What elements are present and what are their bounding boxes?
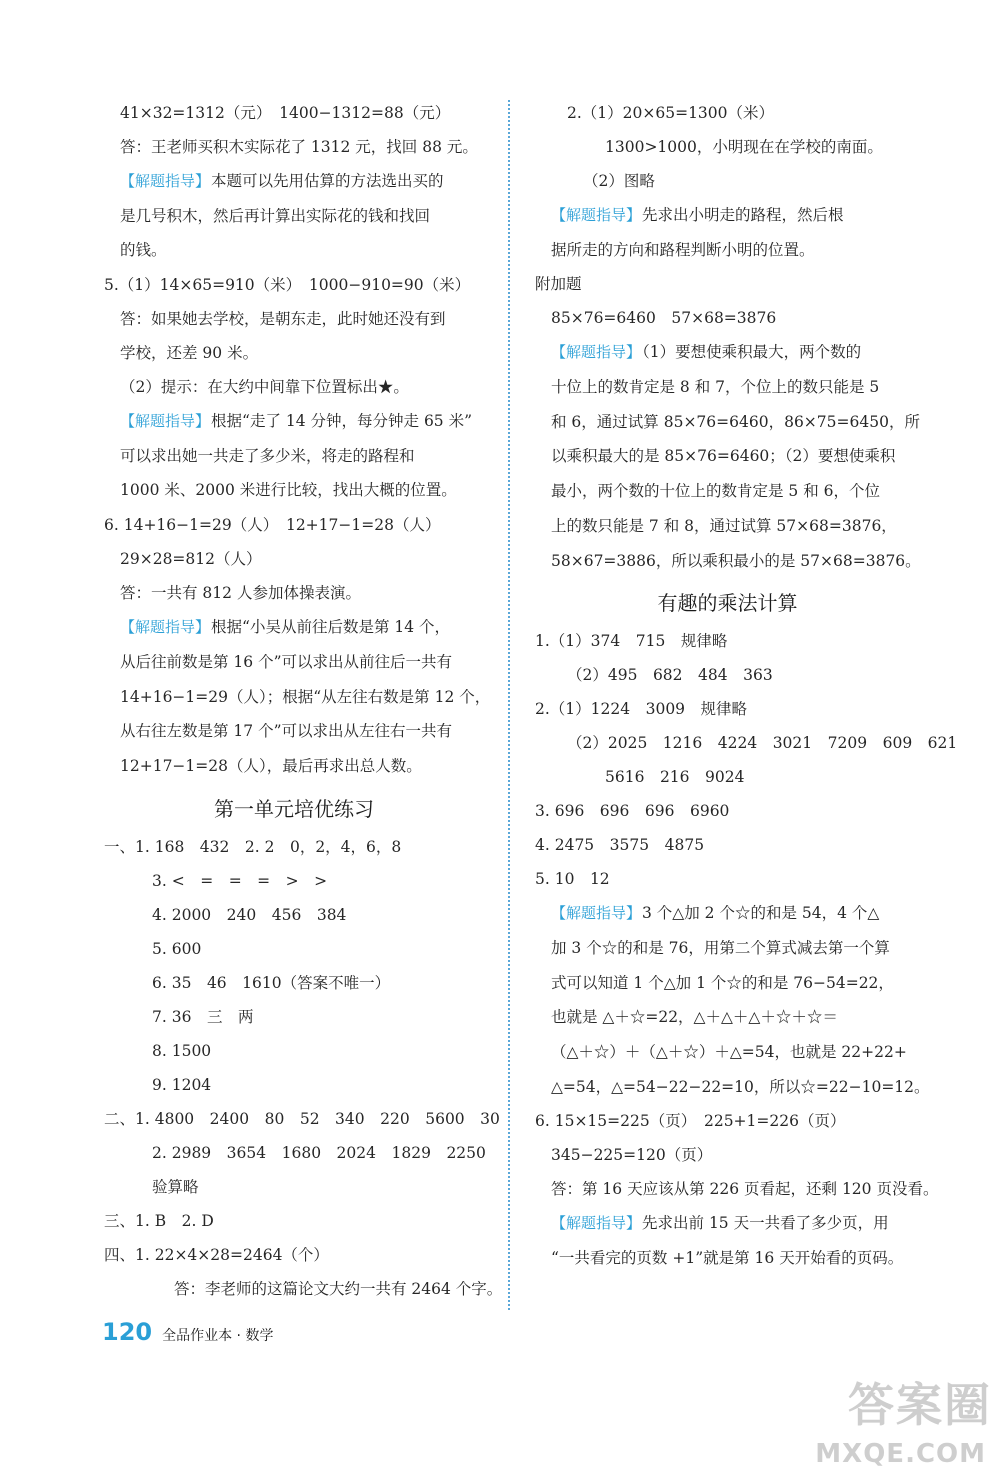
text-line: 4. 2000 240 456 384 bbox=[152, 905, 347, 924]
solution-guide bbox=[535, 198, 920, 267]
hint-line bbox=[104, 164, 484, 199]
text-line: 二、1. 4800 2400 80 52 340 220 5600 30 bbox=[104, 1109, 500, 1128]
text-line: 345−225=120（页） bbox=[551, 1146, 713, 1165]
hint-line bbox=[104, 645, 484, 680]
hint-tag: 【解题指导】 bbox=[120, 412, 211, 431]
answer-block-4 bbox=[104, 96, 484, 164]
text-line: 85×76=6460 57×68=3876 bbox=[551, 309, 777, 328]
text-line: （2）2025 1216 4224 3021 7209 609 621 bbox=[567, 734, 958, 753]
text-line: （2）提示：在大约中间靠下位置标出★。 bbox=[120, 378, 409, 397]
hint-line bbox=[104, 199, 484, 234]
solution-guide bbox=[104, 610, 491, 783]
hint-text: 14+16−1=29（人）；根据“从左往右数是第 12 个， bbox=[120, 687, 491, 706]
page-number: 120 bbox=[102, 1318, 153, 1346]
solution-guide bbox=[535, 335, 920, 578]
hint-text: （△＋☆）＋（△＋☆）＋△=54，也就是 22+22+ bbox=[551, 1042, 907, 1061]
hint-text: 以乘积最大的是 85×76=6460；（2）要想使乘积 bbox=[551, 447, 896, 466]
hint-text: 1000 米、2000 米进行比较，找出大概的位置。 bbox=[120, 481, 457, 500]
text-line: 答：如果她去学校，是朝东走，此时她还没有到 bbox=[120, 310, 446, 329]
page-footer bbox=[102, 1318, 273, 1346]
text-line: 41×32=1312（元） 1400−1312=88（元） bbox=[120, 104, 451, 122]
hint-tag: 【解题指导】 bbox=[120, 618, 211, 637]
hint-text: 可以求出她一共走了多少米，将走的路程和 bbox=[120, 446, 415, 465]
text-line: 9. 1204 bbox=[152, 1075, 212, 1094]
text-line: 1.（1）374 715 规律略 bbox=[535, 632, 728, 651]
hint-text: 十位上的数肯定是 8 和 7，个位上的数只能是 5 bbox=[551, 378, 880, 397]
watermark-url: MXQE.COM bbox=[815, 1439, 986, 1469]
text-line: 5616 216 9024 bbox=[605, 768, 745, 787]
solution-guide bbox=[104, 164, 484, 268]
hint-text: 据所走的方向和路程判断小明的位置。 bbox=[551, 240, 815, 259]
hint-tag: 【解题指导】 bbox=[551, 1214, 642, 1233]
answer-block-2 bbox=[535, 96, 920, 198]
hint-line bbox=[535, 1000, 920, 1035]
text-line: （2）图略 bbox=[583, 172, 655, 190]
text-line: 四、1. 22×4×28=2464（个） bbox=[104, 1245, 329, 1264]
section-title: 有趣的乘法计算 bbox=[657, 591, 798, 616]
hint-line bbox=[104, 473, 484, 508]
hint-line bbox=[535, 335, 920, 370]
text-line: 附加题 bbox=[535, 275, 582, 294]
hint-tag: 【解题指导】 bbox=[120, 172, 211, 190]
answer-block-6 bbox=[104, 508, 484, 610]
hint-text: 上的数只能是 7 和 8，通过试算 57×68=3876， bbox=[551, 516, 897, 535]
hint-text: 先求出小明走的路程，然后根 bbox=[642, 206, 844, 224]
hint-text: 和 6，通过试算 85×76=6460，86×75=6450，所 bbox=[551, 412, 920, 431]
hint-line bbox=[104, 680, 491, 715]
hint-text: 加 3 个☆的和是 76，用第二个算式减去第一个算 bbox=[551, 938, 890, 957]
book-name: 全品作业本 · 数学 bbox=[162, 1328, 274, 1344]
hint-tag: 【解题指导】 bbox=[551, 206, 642, 224]
watermark-logo bbox=[812, 1369, 992, 1469]
hint-line bbox=[535, 370, 920, 405]
hint-line bbox=[535, 1035, 920, 1070]
hint-text: 式可以知道 1 个△加 1 个☆的和是 76−54=22， bbox=[551, 973, 894, 992]
text-line: 3. 696 696 696 6960 bbox=[535, 802, 730, 821]
text-line: 8. 1500 bbox=[152, 1041, 212, 1060]
section-title: 第一单元培优练习 bbox=[214, 796, 374, 821]
hint-text: △=54，△=54−22−22=10，所以☆=22−10=12。 bbox=[551, 1077, 930, 1096]
hint-text: 58×67=3886，所以乘积最小的是 57×68=3876。 bbox=[551, 551, 921, 570]
text-line: （2）495 682 484 363 bbox=[567, 666, 773, 685]
text-line: 5. 10 12 bbox=[535, 870, 610, 889]
text-line: 1300>1000，小明现在在学校的南面。 bbox=[605, 138, 883, 156]
text-line: 4. 2475 3575 4875 bbox=[535, 836, 705, 855]
hint-line bbox=[104, 439, 484, 474]
text-line: 答：一共有 812 人参加体操表演。 bbox=[120, 584, 361, 603]
hint-text: 根据“走了 14 分钟，每分钟走 65 米” bbox=[211, 412, 473, 431]
hint-line bbox=[535, 544, 920, 579]
hint-line bbox=[104, 610, 484, 645]
hint-text: （1）要想使乘积最大，两个数的 bbox=[642, 343, 862, 362]
watermark-text: 答案圈 bbox=[848, 1378, 992, 1432]
text-line: 5.（1）14×65=910（米） 1000−910=90（米） bbox=[104, 276, 471, 295]
hint-line bbox=[535, 439, 920, 474]
text-line: 一、1. 168 432 2. 2 0，2，4，6，8 bbox=[104, 837, 402, 856]
text-line: 7. 36 三 两 bbox=[152, 1007, 254, 1026]
text-line: 5. 600 bbox=[152, 939, 202, 958]
column-divider bbox=[508, 100, 510, 1310]
text-line: 学校，还差 90 米。 bbox=[120, 344, 259, 363]
hint-text: 先求出前 15 天一共看了多少页，用 bbox=[642, 1214, 889, 1233]
text-line: 29×28=812（人） bbox=[120, 550, 262, 569]
exercise-answers bbox=[104, 830, 503, 1306]
solution-guide bbox=[535, 896, 930, 1104]
hint-line bbox=[535, 896, 920, 931]
hint-line bbox=[535, 966, 920, 1001]
hint-text: 的钱。 bbox=[120, 241, 167, 260]
text-line: 2.（1）1224 3009 规律略 bbox=[535, 700, 748, 719]
hint-tag: 【解题指导】 bbox=[551, 904, 642, 923]
exercise-answers bbox=[535, 624, 958, 896]
hint-line bbox=[104, 233, 484, 268]
hint-text: 3 个△加 2 个☆的和是 54，4 个△ bbox=[642, 904, 880, 923]
hint-line bbox=[535, 1206, 920, 1241]
hint-line bbox=[535, 1241, 920, 1276]
answer-block-5 bbox=[104, 268, 484, 404]
hint-text: 也就是 △＋☆=22，△＋△＋△＋☆＋☆＝ bbox=[551, 1008, 838, 1027]
text-line: 答：李老师的这篇论文大约一共有 2464 个字。 bbox=[174, 1279, 503, 1298]
text-line: 答：第 16 天应该从第 226 页看起，还剩 120 页没看。 bbox=[551, 1180, 939, 1199]
hint-tag: 【解题指导】 bbox=[551, 343, 642, 362]
hint-line bbox=[535, 509, 920, 544]
text-line: 2. 2989 3654 1680 2024 1829 2250 bbox=[152, 1143, 486, 1162]
hint-line bbox=[535, 474, 920, 509]
text-line: 验算略 bbox=[152, 1177, 199, 1196]
solution-guide bbox=[535, 1206, 920, 1275]
hint-text: 最小，两个数的十位上的数肯定是 5 和 6，个位 bbox=[551, 482, 881, 501]
hint-line bbox=[535, 1070, 930, 1105]
text-line: 6. 14+16−1=29（人） 12+17−1=28（人） bbox=[104, 516, 441, 535]
hint-line bbox=[104, 404, 484, 439]
hint-text: 12+17−1=28（人），最后再求出总人数。 bbox=[120, 756, 422, 775]
hint-text: 从后往前数是第 16 个”可以求出从前往后一共有 bbox=[120, 652, 453, 671]
bonus-question bbox=[535, 267, 920, 335]
hint-text: 本题可以先用估算的方法选出买的 bbox=[211, 172, 444, 190]
hint-line bbox=[535, 233, 920, 268]
hint-line bbox=[104, 714, 484, 749]
hint-line bbox=[535, 405, 920, 440]
hint-text: 从右往左数是第 17 个”可以求出从左往右一共有 bbox=[120, 722, 453, 741]
right-column bbox=[535, 96, 958, 1276]
hint-line bbox=[104, 749, 484, 784]
solution-guide bbox=[104, 404, 484, 508]
text-line: 6. 15×15=225（页） 225+1=226（页） bbox=[535, 1112, 846, 1131]
hint-line bbox=[535, 198, 920, 233]
hint-line bbox=[535, 931, 920, 966]
text-line: 三、1. B 2. D bbox=[104, 1211, 214, 1230]
left-column bbox=[104, 96, 503, 1306]
hint-text: 是几号积木，然后再计算出实际花的钱和找回 bbox=[120, 206, 431, 225]
hint-text: 根据“小吴从前往后数是第 14 个， bbox=[211, 618, 451, 637]
hint-text: “一共看完的页数 +1”就是第 16 天开始看的页码。 bbox=[551, 1249, 904, 1267]
text-line: 6. 35 46 1610（答案不唯一） bbox=[152, 973, 391, 992]
text-line: 2.（1）20×65=1300（米） bbox=[567, 104, 775, 122]
text-line: 答：王老师买积木实际花了 1312 元，找回 88 元。 bbox=[120, 138, 478, 156]
text-line: 3. < = = = > > bbox=[152, 871, 328, 890]
answer-block-6 bbox=[535, 1104, 939, 1206]
